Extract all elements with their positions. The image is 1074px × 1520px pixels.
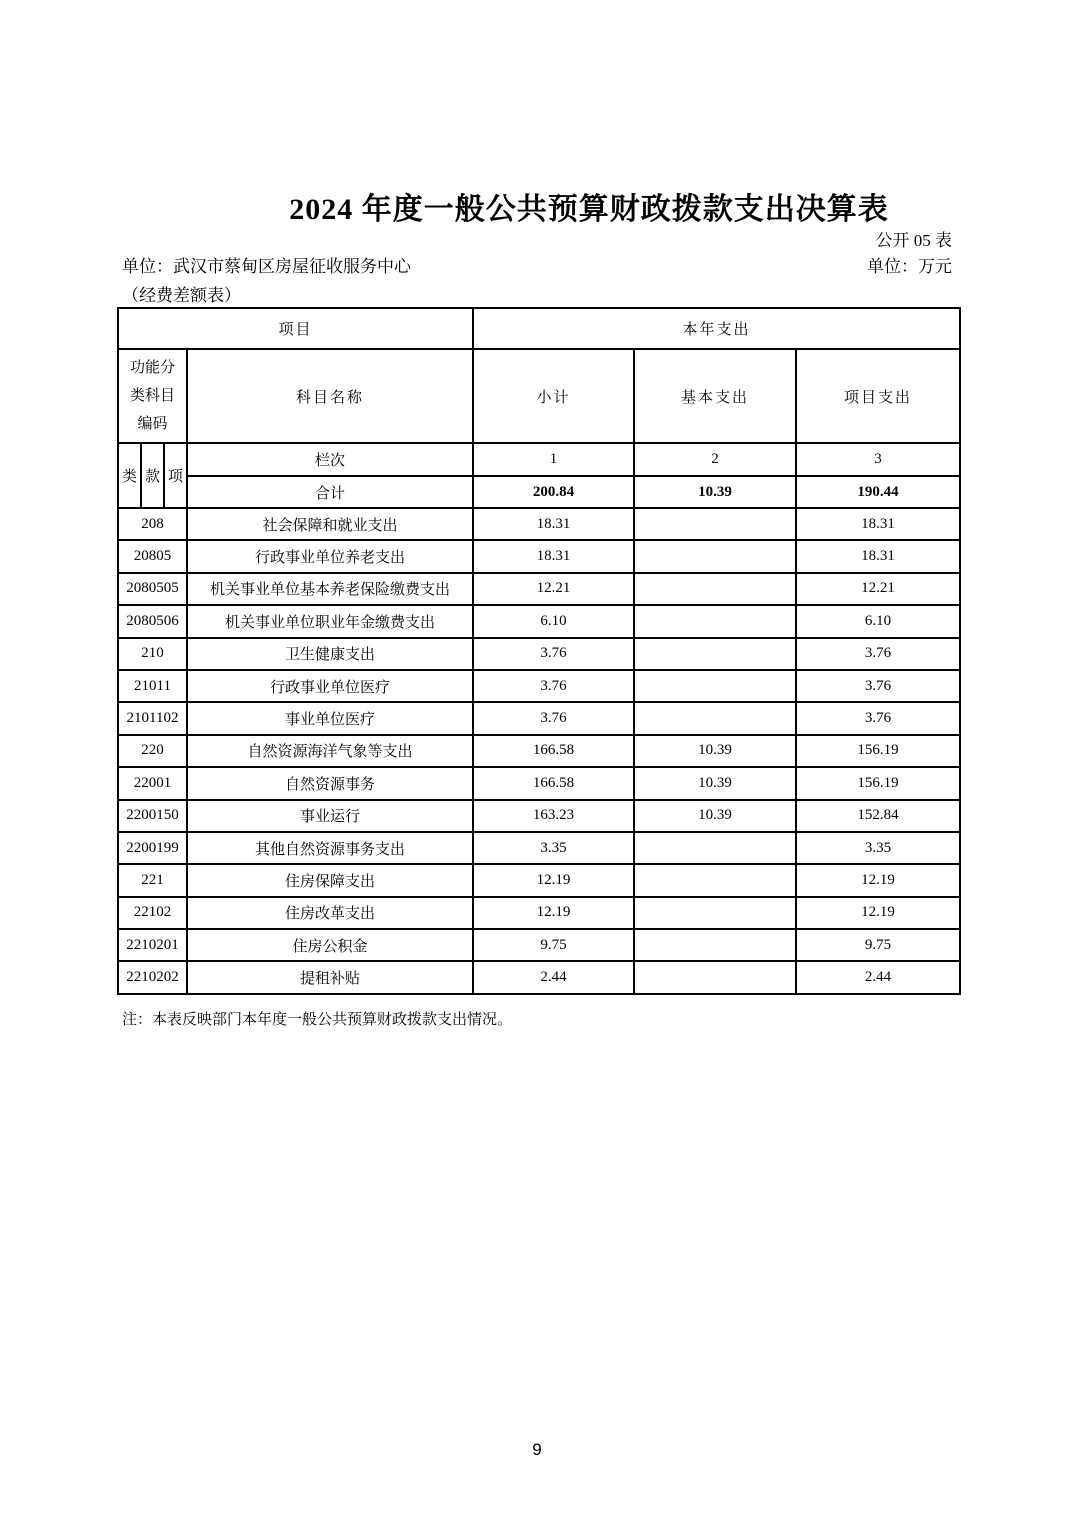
row-subtotal-cell: 12.19 bbox=[473, 897, 634, 929]
row-subject-cell: 提租补贴 bbox=[187, 961, 473, 993]
table-row bbox=[118, 670, 960, 702]
row-subject-cell: 行政事业单位养老支出 bbox=[187, 540, 473, 572]
header-basic-expenditure: 基本支出 bbox=[634, 349, 796, 443]
table-row bbox=[118, 864, 960, 896]
row-basic-cell bbox=[634, 832, 796, 864]
rank-col-1: 1 bbox=[473, 443, 634, 476]
row-code-cell: 221 bbox=[118, 864, 187, 896]
row-basic-cell: 10.39 bbox=[634, 767, 796, 799]
total-project-value: 190.44 bbox=[796, 476, 960, 508]
row-project-cell: 3.35 bbox=[796, 832, 960, 864]
row-basic-cell bbox=[634, 638, 796, 670]
table-row bbox=[118, 832, 960, 864]
budget-table bbox=[117, 307, 961, 995]
row-project-cell: 152.84 bbox=[796, 800, 960, 832]
row-code-cell: 22001 bbox=[118, 767, 187, 799]
rank-col-2: 2 bbox=[634, 443, 796, 476]
rank-row bbox=[118, 443, 960, 476]
page-title: 2024 年度一般公共预算财政拨款支出决算表 bbox=[289, 193, 889, 226]
table-row bbox=[118, 961, 960, 993]
row-subject-cell: 社会保障和就业支出 bbox=[187, 508, 473, 540]
header-group-row bbox=[118, 308, 960, 349]
table-row bbox=[118, 702, 960, 734]
row-project-cell: 9.75 bbox=[796, 929, 960, 961]
row-project-cell: 12.19 bbox=[796, 897, 960, 929]
row-code-cell: 2080506 bbox=[118, 605, 187, 637]
row-code-cell: 20805 bbox=[118, 540, 187, 572]
row-project-cell: 156.19 bbox=[796, 735, 960, 767]
row-basic-cell bbox=[634, 573, 796, 605]
subtitle: （经费差额表） bbox=[122, 286, 241, 305]
row-subject-cell: 住房改革支出 bbox=[187, 897, 473, 929]
row-code-cell: 2080505 bbox=[118, 573, 187, 605]
row-project-cell: 12.21 bbox=[796, 573, 960, 605]
header-function-code-line1: 功能分 bbox=[129, 360, 175, 376]
header-subtotal: 小计 bbox=[473, 349, 634, 443]
row-subtotal-cell: 18.31 bbox=[473, 540, 634, 572]
row-subject-cell: 住房公积金 bbox=[187, 929, 473, 961]
header-project-expenditure: 项目支出 bbox=[796, 349, 960, 443]
row-subtotal-cell: 3.76 bbox=[473, 670, 634, 702]
table-row bbox=[118, 540, 960, 572]
unit-name-label: 单位：武汉市蔡甸区房屋征收服务中心 bbox=[122, 257, 411, 276]
row-subtotal-cell: 166.58 bbox=[473, 735, 634, 767]
row-code-cell: 2210201 bbox=[118, 929, 187, 961]
page-number: 9 bbox=[532, 1440, 542, 1459]
table-row bbox=[118, 767, 960, 799]
row-subtotal-cell: 163.23 bbox=[473, 800, 634, 832]
header-project-group: 项目 bbox=[118, 308, 473, 349]
row-subtotal-cell: 18.31 bbox=[473, 508, 634, 540]
row-subject-cell: 机关事业单位基本养老保险缴费支出 bbox=[187, 573, 473, 605]
table-note: 注：本表反映部门本年度一般公共预算财政拨款支出情况。 bbox=[122, 1012, 513, 1028]
header-item: 项 bbox=[164, 443, 187, 508]
row-project-cell: 18.31 bbox=[796, 508, 960, 540]
row-basic-cell bbox=[634, 605, 796, 637]
row-basic-cell bbox=[634, 702, 796, 734]
row-basic-cell bbox=[634, 540, 796, 572]
row-basic-cell: 10.39 bbox=[634, 735, 796, 767]
row-subtotal-cell: 166.58 bbox=[473, 767, 634, 799]
row-subject-cell: 住房保障支出 bbox=[187, 864, 473, 896]
rank-label: 栏次 bbox=[187, 443, 473, 476]
rank-col-3: 3 bbox=[796, 443, 960, 476]
total-basic-value: 10.39 bbox=[634, 476, 796, 508]
header-subject-name: 科目名称 bbox=[187, 349, 473, 443]
row-code-cell: 220 bbox=[118, 735, 187, 767]
total-row bbox=[118, 476, 960, 508]
row-basic-cell bbox=[634, 929, 796, 961]
header-current-year-group: 本年支出 bbox=[473, 308, 960, 349]
row-subject-cell: 卫生健康支出 bbox=[187, 638, 473, 670]
row-project-cell: 12.19 bbox=[796, 864, 960, 896]
currency-unit-label: 单位：万元 bbox=[867, 257, 952, 276]
total-label: 合计 bbox=[187, 476, 473, 508]
row-project-cell: 6.10 bbox=[796, 605, 960, 637]
row-project-cell: 3.76 bbox=[796, 702, 960, 734]
row-basic-cell: 10.39 bbox=[634, 800, 796, 832]
row-subject-cell: 自然资源海洋气象等支出 bbox=[187, 735, 473, 767]
total-subtotal-value: 200.84 bbox=[473, 476, 634, 508]
table-row bbox=[118, 638, 960, 670]
table-row bbox=[118, 605, 960, 637]
header-function-code bbox=[118, 349, 187, 443]
row-subject-cell: 事业单位医疗 bbox=[187, 702, 473, 734]
row-code-cell: 2101102 bbox=[118, 702, 187, 734]
row-project-cell: 156.19 bbox=[796, 767, 960, 799]
table-row bbox=[118, 573, 960, 605]
header-category: 类 bbox=[118, 443, 141, 508]
row-subtotal-cell: 3.76 bbox=[473, 638, 634, 670]
row-subject-cell: 自然资源事务 bbox=[187, 767, 473, 799]
row-code-cell: 2210202 bbox=[118, 961, 187, 993]
row-basic-cell bbox=[634, 864, 796, 896]
row-subject-cell: 事业运行 bbox=[187, 800, 473, 832]
row-subtotal-cell: 9.75 bbox=[473, 929, 634, 961]
row-code-cell: 208 bbox=[118, 508, 187, 540]
row-subject-cell: 其他自然资源事务支出 bbox=[187, 832, 473, 864]
row-project-cell: 2.44 bbox=[796, 961, 960, 993]
table-row bbox=[118, 929, 960, 961]
row-basic-cell bbox=[634, 670, 796, 702]
row-project-cell: 3.76 bbox=[796, 670, 960, 702]
row-subject-cell: 机关事业单位职业年金缴费支出 bbox=[187, 605, 473, 637]
header-function-code-line2: 类科目 bbox=[129, 388, 175, 404]
row-subtotal-cell: 12.21 bbox=[473, 573, 634, 605]
row-code-cell: 22102 bbox=[118, 897, 187, 929]
table-row bbox=[118, 897, 960, 929]
row-project-cell: 3.76 bbox=[796, 638, 960, 670]
row-subtotal-cell: 3.35 bbox=[473, 832, 634, 864]
row-subtotal-cell: 2.44 bbox=[473, 961, 634, 993]
table-row bbox=[118, 508, 960, 540]
table-row bbox=[118, 735, 960, 767]
row-code-cell: 210 bbox=[118, 638, 187, 670]
row-code-cell: 2200150 bbox=[118, 800, 187, 832]
row-code-cell: 2200199 bbox=[118, 832, 187, 864]
header-function-code-line3: 编码 bbox=[137, 416, 168, 432]
header-section: 款 bbox=[141, 443, 164, 508]
row-basic-cell bbox=[634, 508, 796, 540]
row-subject-cell: 行政事业单位医疗 bbox=[187, 670, 473, 702]
table-row bbox=[118, 800, 960, 832]
row-subtotal-cell: 3.76 bbox=[473, 702, 634, 734]
row-subtotal-cell: 12.19 bbox=[473, 864, 634, 896]
row-project-cell: 18.31 bbox=[796, 540, 960, 572]
row-basic-cell bbox=[634, 961, 796, 993]
row-subtotal-cell: 6.10 bbox=[473, 605, 634, 637]
row-basic-cell bbox=[634, 897, 796, 929]
table-tag: 公开 05 表 bbox=[875, 231, 952, 250]
row-code-cell: 21011 bbox=[118, 670, 187, 702]
header-columns-row bbox=[118, 349, 960, 443]
